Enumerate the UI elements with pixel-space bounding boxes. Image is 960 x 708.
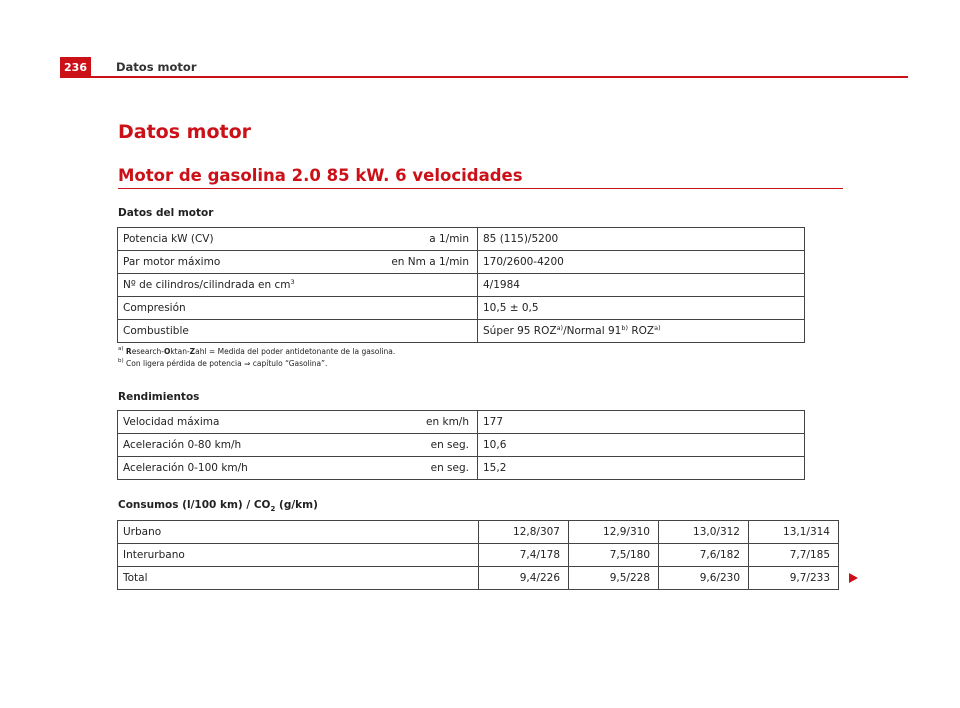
row-unit (368, 320, 478, 343)
performance-table (117, 410, 805, 480)
row-value: 15,2 (478, 457, 805, 480)
row-unit: en seg. (368, 457, 478, 480)
row-value: 13,1/314 (749, 521, 839, 544)
table-row (118, 228, 805, 251)
row-value: 13,0/312 (659, 521, 749, 544)
consumption-heading: Consumos (l/100 $km) / CO_2$ (g/km) (118, 499, 318, 514)
page-number: 236 (60, 57, 91, 78)
row-value: 9,5/228 (569, 567, 659, 590)
row-value: 9,4/226 (479, 567, 569, 590)
running-header-title: Datos motor (116, 60, 197, 74)
page-title: Datos motor (118, 121, 252, 143)
row-unit: en km/h (368, 411, 478, 434)
table-row (118, 521, 839, 544)
row-value: 177 (478, 411, 805, 434)
row-value: 7,4/178 (479, 544, 569, 567)
section-title: Motor de gasolina 2.0 85 kW. 6 velocidades (118, 166, 523, 185)
footnote-a: $^{a)}$ Research-Oktan-Zahl = Medida del poder antidetonante de la gasolina. (118, 346, 396, 356)
table-row (118, 411, 805, 434)
row-value: 12,8/307 (479, 521, 569, 544)
row-label: Compresión (118, 297, 368, 320)
row-label: Nº de cilindros/cilindrada en $cm^3$ (118, 274, 368, 297)
row-value: 85 (115)/5200 (478, 228, 805, 251)
row-label: Interurbano (118, 544, 479, 567)
row-value: 7,7/185 (749, 544, 839, 567)
row-unit (368, 274, 478, 297)
row-value: Súper 95 ROZ$^{a)}$/Normal 91$^{b)}$ ROZ$^{a)}$ (478, 320, 805, 343)
row-label: Potencia kW (CV) (118, 228, 368, 251)
table-row (118, 251, 805, 274)
row-value: 12,9/310 (569, 521, 659, 544)
footnote-b: $^{b)}$ Con ligera pérdida de potencia ⇒ capítulo “Gasolina”. (118, 358, 328, 368)
header-rule (91, 76, 908, 78)
row-label: Par motor máximo (118, 251, 368, 274)
row-label: Combustible (118, 320, 368, 343)
consumption-table (117, 520, 839, 590)
row-unit: en seg. (368, 434, 478, 457)
row-unit (368, 297, 478, 320)
table-row (118, 320, 805, 343)
row-value: 4/1984 (478, 274, 805, 297)
table-row (118, 457, 805, 480)
row-unit: a 1/min (368, 228, 478, 251)
table-row (118, 297, 805, 320)
row-label: Urbano (118, 521, 479, 544)
continue-arrow-icon (849, 573, 858, 583)
row-label: Aceleración 0-80 km/h (118, 434, 368, 457)
row-value: 170/2600-4200 (478, 251, 805, 274)
row-label: Total (118, 567, 479, 590)
table-row (118, 434, 805, 457)
table-row (118, 274, 805, 297)
table-row (118, 567, 839, 590)
row-label: Velocidad máxima (118, 411, 368, 434)
row-value: 7,6/182 (659, 544, 749, 567)
table-row (118, 544, 839, 567)
row-value: 7,5/180 (569, 544, 659, 567)
engine-data-table (117, 227, 805, 343)
row-value: 10,5 ± 0,5 (478, 297, 805, 320)
row-value: 9,6/230 (659, 567, 749, 590)
section-title-rule (118, 188, 843, 189)
row-unit: en Nm a 1/min (368, 251, 478, 274)
row-value: 9,7/233 (749, 567, 839, 590)
engine-data-heading: Datos del motor (118, 207, 214, 219)
performance-heading: Rendimientos (118, 391, 200, 403)
row-label: Aceleración 0-100 km/h (118, 457, 368, 480)
row-value: 10,6 (478, 434, 805, 457)
